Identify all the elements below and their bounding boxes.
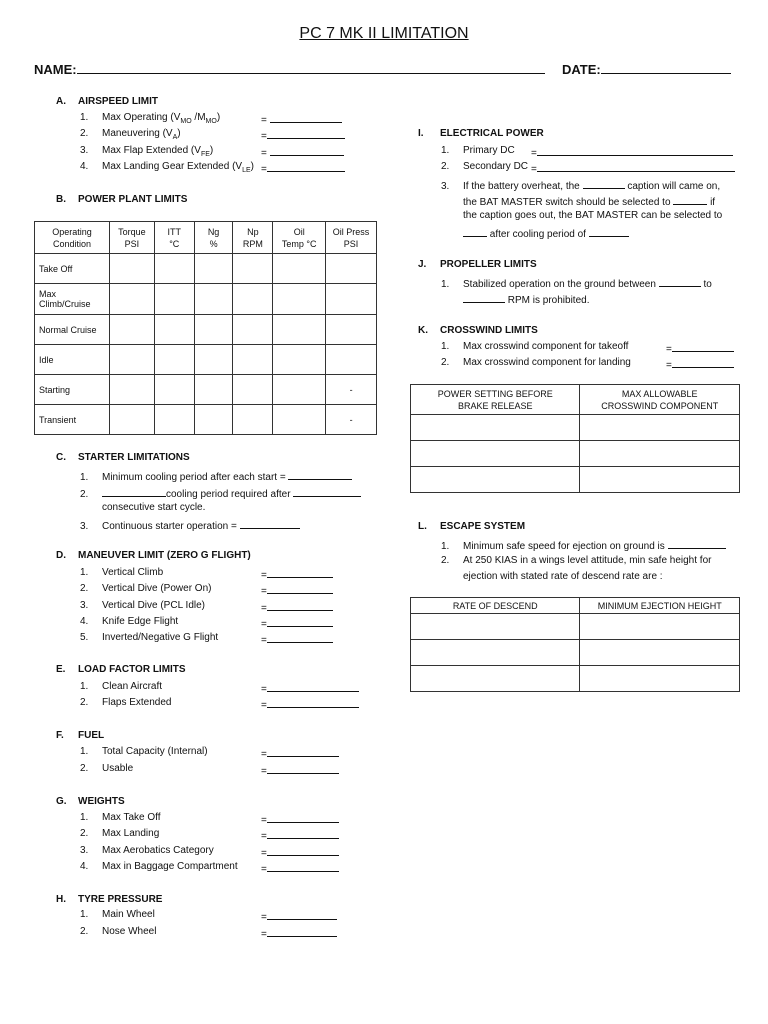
section-a-heading: A. AIRSPEED LIMIT bbox=[56, 96, 159, 107]
section-i-heading: I. ELECTRICAL POWER bbox=[418, 128, 544, 139]
col-header: MAX ALLOWABLE CROSSWIND COMPONENT bbox=[580, 385, 740, 415]
section-g-heading: G. WEIGHTS bbox=[56, 796, 125, 807]
answer-blank[interactable] bbox=[293, 486, 361, 497]
answer-blank[interactable]: = bbox=[261, 145, 344, 159]
answer-blank[interactable] bbox=[288, 469, 352, 480]
load-factor-item: 1. Clean Aircraft bbox=[80, 681, 163, 692]
maneuver-item: 1. Vertical Climb bbox=[80, 567, 164, 578]
col-header: Oil Temp °C bbox=[273, 222, 326, 254]
table-row bbox=[35, 254, 377, 284]
maneuver-item: 5. Inverted/Negative G Flight bbox=[80, 632, 219, 643]
row-label: Transient bbox=[35, 405, 110, 435]
table-row bbox=[35, 405, 377, 435]
answer-blank[interactable]: = bbox=[261, 812, 339, 826]
maneuver-item: 4. Knife Edge Flight bbox=[80, 616, 179, 627]
crosswind-item: 1. Max crosswind component for takeoff bbox=[441, 341, 629, 352]
section-b-heading: B. POWER PLANT LIMITS bbox=[56, 194, 188, 205]
answer-blank[interactable] bbox=[463, 292, 505, 303]
answer-blank[interactable] bbox=[102, 486, 166, 497]
propeller-item-cont: RPM is prohibited. bbox=[463, 292, 589, 306]
answer-blank[interactable] bbox=[668, 538, 726, 549]
answer-blank[interactable]: = bbox=[531, 145, 733, 159]
section-k-heading: K. CROSSWIND LIMITS bbox=[418, 325, 538, 336]
maneuver-item: 2. Vertical Dive (Power On) bbox=[80, 583, 212, 594]
ejection-table bbox=[410, 597, 740, 692]
table-row bbox=[411, 640, 740, 666]
fuel-item: 2. Usable bbox=[80, 763, 134, 774]
col-header: Oil Press PSI bbox=[326, 222, 377, 254]
section-e-heading: E. LOAD FACTOR LIMITS bbox=[56, 664, 186, 675]
tyre-item: 2. Nose Wheel bbox=[80, 926, 157, 937]
col-header: ITT °C bbox=[154, 222, 194, 254]
row-label: Idle bbox=[35, 345, 110, 375]
escape-item-cont: ejection with stated rate of descend rate are : bbox=[463, 571, 663, 582]
starter-item: 3. Continuous starter operation = bbox=[80, 518, 300, 532]
section-j-heading: J. PROPELLER LIMITS bbox=[418, 259, 537, 270]
electrical-item-cont: after cooling period of bbox=[463, 226, 629, 240]
answer-blank[interactable]: = bbox=[261, 746, 339, 760]
table-header-row bbox=[411, 385, 740, 415]
maneuver-item: 3. Vertical Dive (PCL Idle) bbox=[80, 600, 205, 611]
load-factor-item: 2. Flaps Extended bbox=[80, 697, 172, 708]
crosswind-item: 2. Max crosswind component for landing bbox=[441, 357, 631, 368]
electrical-item: 1. Primary DC bbox=[441, 145, 515, 156]
section-h-heading: H. TYRE PRESSURE bbox=[56, 894, 163, 905]
name-field[interactable] bbox=[34, 62, 545, 77]
date-line[interactable] bbox=[601, 63, 731, 74]
electrical-item-cont: the BAT MASTER switch should be selected to if bbox=[463, 194, 715, 208]
starter-item: 1. Minimum cooling period after each start = bbox=[80, 469, 352, 483]
row-label: Starting bbox=[35, 375, 110, 405]
answer-blank[interactable]: = bbox=[261, 845, 339, 859]
escape-item: 1. Minimum safe speed for ejection on ground is bbox=[441, 538, 726, 552]
col-header: Torque PSI bbox=[109, 222, 154, 254]
answer-blank[interactable]: = bbox=[261, 697, 359, 711]
tyre-item: 1. Main Wheel bbox=[80, 909, 155, 920]
weights-item: 3. Max Aerobatics Category bbox=[80, 845, 214, 856]
answer-blank[interactable] bbox=[589, 226, 629, 237]
answer-blank[interactable] bbox=[659, 276, 701, 287]
answer-blank[interactable] bbox=[583, 178, 625, 189]
name-line[interactable] bbox=[77, 63, 545, 74]
section-c-heading: C. STARTER LIMITATIONS bbox=[56, 452, 190, 463]
col-header: Operating Condition bbox=[35, 222, 110, 254]
date-label: DATE: bbox=[562, 62, 601, 77]
electrical-item: 3. If the battery overheat, the caption will came on, bbox=[441, 178, 720, 192]
airspeed-item: 3. Max Flap Extended $(V_{FE})$ bbox=[80, 145, 214, 158]
answer-blank[interactable]: = bbox=[261, 161, 345, 175]
table-row bbox=[411, 415, 740, 441]
answer-blank[interactable] bbox=[463, 226, 487, 237]
powerplant-table bbox=[34, 221, 377, 435]
table-row bbox=[411, 441, 740, 467]
weights-item: 2. Max Landing bbox=[80, 828, 160, 839]
answer-blank[interactable]: = bbox=[261, 567, 333, 581]
row-label: Max Climb/Cruise bbox=[35, 284, 110, 315]
table-header-row bbox=[411, 598, 740, 614]
section-l-heading: L. ESCAPE SYSTEM bbox=[418, 521, 526, 532]
row-label: Normal Cruise bbox=[35, 315, 110, 345]
na-dash: - bbox=[326, 375, 377, 405]
col-header: Np RPM bbox=[233, 222, 273, 254]
table-row bbox=[411, 666, 740, 692]
answer-blank[interactable]: = bbox=[261, 828, 339, 842]
section-f-heading: F. FUEL bbox=[56, 730, 105, 741]
airspeed-item: 2. Maneuvering $(V_A)$ bbox=[80, 128, 181, 141]
electrical-item-cont: the caption goes out, the BAT MASTER can be selected to bbox=[463, 210, 723, 221]
fuel-item: 1. Total Capacity (Internal) bbox=[80, 746, 208, 757]
page-title: PC 7 MK II LIMITATION bbox=[299, 25, 469, 42]
answer-blank[interactable]: = bbox=[666, 341, 734, 355]
answer-blank[interactable]: = bbox=[261, 681, 359, 695]
answer-blank[interactable]: = bbox=[261, 583, 333, 597]
answer-blank[interactable]: = bbox=[666, 357, 734, 371]
table-row bbox=[411, 614, 740, 640]
na-dash: - bbox=[326, 405, 377, 435]
answer-blank[interactable] bbox=[240, 518, 300, 529]
col-header: RATE OF DESCEND bbox=[411, 598, 580, 614]
escape-item: 2. At 250 KIAS in a wings level attitude, min safe height for bbox=[441, 555, 712, 566]
section-d-heading: D. MANEUVER LIMIT (ZERO G FLIGHT) bbox=[56, 550, 251, 561]
col-header: Ng % bbox=[194, 222, 233, 254]
airspeed-item: 1. Max Operating ($V_{MO}$ $/M_{MO}$) bbox=[80, 112, 221, 125]
name-label: NAME: bbox=[34, 62, 77, 77]
answer-blank[interactable]: = bbox=[261, 861, 339, 875]
propeller-item: 1. Stabilized operation on the ground between to bbox=[441, 276, 712, 290]
answer-blank[interactable]: = bbox=[261, 128, 345, 142]
table-row bbox=[35, 315, 377, 345]
table-row bbox=[411, 467, 740, 493]
weights-item: 1. Max Take Off bbox=[80, 812, 161, 823]
answer-blank[interactable]: = bbox=[261, 763, 339, 777]
table-header-row bbox=[35, 222, 377, 254]
answer-blank[interactable]: = bbox=[261, 632, 333, 646]
answer-blank[interactable] bbox=[673, 194, 707, 205]
weights-item: 4. Max in Baggage Compartment bbox=[80, 861, 238, 872]
crosswind-table bbox=[410, 384, 740, 493]
table-row bbox=[35, 284, 377, 315]
electrical-item: 2. Secondary DC bbox=[441, 161, 529, 172]
starter-item: 2. cooling period required after bbox=[80, 486, 361, 500]
row-label: Take Off bbox=[35, 254, 110, 284]
answer-blank[interactable]: = bbox=[261, 926, 337, 940]
starter-item-cont: consecutive start cycle. bbox=[102, 502, 206, 513]
answer-blank[interactable]: = bbox=[261, 909, 337, 923]
col-header: POWER SETTING BEFORE BRAKE RELEASE bbox=[411, 385, 580, 415]
answer-blank[interactable]: = bbox=[531, 161, 735, 175]
answer-blank[interactable]: = bbox=[261, 616, 333, 630]
table-row bbox=[35, 375, 377, 405]
date-field[interactable] bbox=[562, 62, 731, 77]
airspeed-item: 4. Max Landing Gear Extended $(V_{LE})$ bbox=[80, 161, 254, 174]
answer-blank[interactable]: = bbox=[261, 600, 333, 614]
col-header: MINIMUM EJECTION HEIGHT bbox=[580, 598, 740, 614]
answer-blank[interactable]: = bbox=[261, 112, 342, 126]
table-row bbox=[35, 345, 377, 375]
